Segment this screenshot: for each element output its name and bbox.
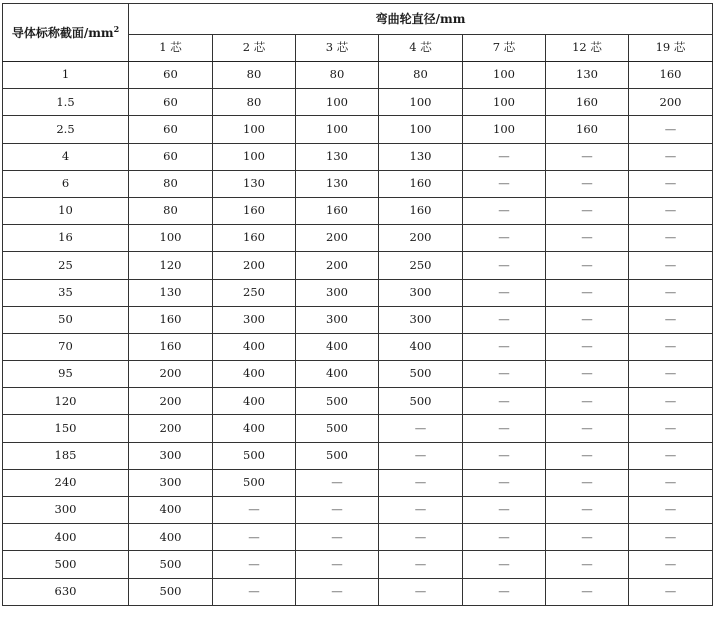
- section-cell: 25: [3, 252, 129, 279]
- diameter-cell: —: [629, 551, 713, 578]
- section-cell: 150: [3, 415, 129, 442]
- diameter-cell: 500: [296, 388, 379, 415]
- diameter-cell: 400: [213, 333, 296, 360]
- core-header-4: 4 芯: [379, 35, 463, 62]
- table-row: [3, 388, 713, 415]
- diameter-cell: 80: [213, 89, 296, 116]
- diameter-cell: 80: [129, 170, 213, 197]
- diameter-cell: —: [629, 442, 713, 469]
- section-cell: 630: [3, 578, 129, 605]
- diameter-cell: 60: [129, 143, 213, 170]
- table-row: [3, 279, 713, 306]
- section-cell: 16: [3, 225, 129, 252]
- diameter-cell: 500: [379, 388, 463, 415]
- section-cell: 6: [3, 170, 129, 197]
- diameter-cell: 100: [379, 89, 463, 116]
- diameter-cell: —: [546, 197, 629, 224]
- core-header-6: 12 芯: [546, 35, 629, 62]
- diameter-cell: —: [546, 333, 629, 360]
- table-row: [3, 497, 713, 524]
- table-row: [3, 225, 713, 252]
- diameter-cell: 300: [296, 306, 379, 333]
- section-cell: 300: [3, 497, 129, 524]
- diameter-cell: 200: [129, 415, 213, 442]
- core-header-5: 7 芯: [463, 35, 546, 62]
- diameter-cell: —: [629, 279, 713, 306]
- table-row: [3, 62, 713, 89]
- diameter-cell: 500: [129, 551, 213, 578]
- section-cell: 10: [3, 197, 129, 224]
- diameter-cell: —: [296, 497, 379, 524]
- diameter-cell: —: [629, 252, 713, 279]
- diameter-cell: —: [463, 497, 546, 524]
- table-body: [3, 62, 713, 606]
- diameter-cell: —: [379, 415, 463, 442]
- diameter-cell: —: [629, 306, 713, 333]
- diameter-cell: 300: [379, 279, 463, 306]
- table-row: [3, 170, 713, 197]
- diameter-cell: 160: [379, 197, 463, 224]
- diameter-cell: 400: [213, 415, 296, 442]
- diameter-cell: 160: [296, 197, 379, 224]
- diameter-cell: 160: [629, 62, 713, 89]
- diameter-cell: 500: [296, 415, 379, 442]
- section-cell: 2.5: [3, 116, 129, 143]
- diameter-cell: 160: [129, 306, 213, 333]
- diameter-cell: 500: [213, 469, 296, 496]
- section-cell: 95: [3, 361, 129, 388]
- diameter-cell: —: [546, 415, 629, 442]
- diameter-cell: 500: [213, 442, 296, 469]
- diameter-cell: —: [463, 252, 546, 279]
- table-row: [3, 252, 713, 279]
- diameter-cell: 200: [129, 361, 213, 388]
- diameter-cell: 400: [129, 497, 213, 524]
- diameter-cell: 100: [463, 62, 546, 89]
- diameter-cell: 300: [129, 442, 213, 469]
- diameter-cell: —: [629, 170, 713, 197]
- diameter-cell: —: [213, 497, 296, 524]
- diameter-cell: —: [629, 415, 713, 442]
- diameter-cell: —: [296, 469, 379, 496]
- diameter-cell: 80: [379, 62, 463, 89]
- section-cell: 4: [3, 143, 129, 170]
- diameter-cell: —: [379, 578, 463, 605]
- diameter-cell: 130: [379, 143, 463, 170]
- diameter-cell: —: [546, 361, 629, 388]
- diameter-cell: 60: [129, 62, 213, 89]
- diameter-cell: —: [546, 578, 629, 605]
- diameter-cell: —: [296, 524, 379, 551]
- diameter-cell: 500: [296, 442, 379, 469]
- diameter-cell: 300: [129, 469, 213, 496]
- diameter-cell: —: [463, 442, 546, 469]
- diameter-cell: —: [546, 388, 629, 415]
- diameter-cell: —: [546, 143, 629, 170]
- diameter-cell: 400: [296, 333, 379, 360]
- diameter-cell: 100: [296, 116, 379, 143]
- header-row-1: [3, 4, 713, 35]
- table-row: [3, 442, 713, 469]
- table-row: [3, 306, 713, 333]
- diameter-cell: —: [546, 225, 629, 252]
- diameter-cell: 200: [379, 225, 463, 252]
- diameter-cell: 200: [296, 252, 379, 279]
- diameter-cell: —: [463, 415, 546, 442]
- section-header-unit-sup: 2: [113, 23, 120, 34]
- diameter-cell: —: [463, 170, 546, 197]
- core-header-7: 19 芯: [629, 35, 713, 62]
- diameter-cell: —: [463, 551, 546, 578]
- diameter-cell: —: [546, 170, 629, 197]
- diameter-cell: 100: [379, 116, 463, 143]
- diameter-cell: 400: [213, 361, 296, 388]
- diameter-cell: 130: [546, 62, 629, 89]
- diameter-cell: —: [296, 578, 379, 605]
- core-header-1: 1 芯: [129, 35, 213, 62]
- diameter-cell: —: [379, 442, 463, 469]
- section-column-header: [3, 4, 129, 62]
- diameter-cell: —: [629, 361, 713, 388]
- diameter-cell: 400: [296, 361, 379, 388]
- diameter-cell: —: [629, 143, 713, 170]
- diameter-cell: 400: [213, 388, 296, 415]
- diameter-cell: 250: [213, 279, 296, 306]
- diameter-cell: 200: [296, 225, 379, 252]
- diameter-cell: 200: [129, 388, 213, 415]
- diameter-cell: —: [629, 388, 713, 415]
- diameter-cell: —: [546, 306, 629, 333]
- section-cell: 1.5: [3, 89, 129, 116]
- diameter-cell: 160: [213, 197, 296, 224]
- table-row: [3, 551, 713, 578]
- table-row: [3, 415, 713, 442]
- section-cell: 185: [3, 442, 129, 469]
- section-cell: 240: [3, 469, 129, 496]
- table-row: [3, 469, 713, 496]
- diameter-cell: 130: [129, 279, 213, 306]
- diameter-cell: —: [463, 578, 546, 605]
- diameter-cell: —: [546, 497, 629, 524]
- diameter-cell: —: [379, 551, 463, 578]
- table-row: [3, 143, 713, 170]
- section-header-label: 导体标称截面/mm: [11, 25, 114, 40]
- diameter-cell: 130: [296, 170, 379, 197]
- section-cell: 50: [3, 306, 129, 333]
- diameter-cell: 80: [129, 197, 213, 224]
- diameter-cell: 160: [129, 333, 213, 360]
- section-cell: 1: [3, 62, 129, 89]
- diameter-cell: 130: [296, 143, 379, 170]
- diameter-cell: 130: [213, 170, 296, 197]
- diameter-cell: 80: [296, 62, 379, 89]
- table-row: [3, 578, 713, 605]
- diameter-cell: —: [213, 578, 296, 605]
- table-row: [3, 89, 713, 116]
- diameter-cell: —: [463, 306, 546, 333]
- diameter-cell: —: [463, 143, 546, 170]
- table-row: [3, 116, 713, 143]
- table-row: [3, 333, 713, 360]
- diameter-cell: 80: [213, 62, 296, 89]
- table-row: [3, 524, 713, 551]
- diameter-cell: 60: [129, 116, 213, 143]
- diameter-cell: 160: [546, 116, 629, 143]
- table-container: [2, 3, 713, 606]
- diameter-cell: 160: [379, 170, 463, 197]
- diameter-cell: 120: [129, 252, 213, 279]
- diameter-cell: 200: [213, 252, 296, 279]
- diameter-cell: —: [629, 225, 713, 252]
- diameter-cell: —: [629, 578, 713, 605]
- diameter-cell: —: [546, 442, 629, 469]
- diameter-cell: —: [546, 252, 629, 279]
- diameter-cell: —: [379, 497, 463, 524]
- diameter-cell: —: [629, 197, 713, 224]
- diameter-cell: 160: [213, 225, 296, 252]
- diameter-cell: 500: [129, 578, 213, 605]
- diameter-cell: 200: [629, 89, 713, 116]
- diameter-cell: 300: [379, 306, 463, 333]
- diameter-cell: —: [546, 524, 629, 551]
- section-cell: 400: [3, 524, 129, 551]
- diameter-cell: —: [629, 333, 713, 360]
- diameter-cell: —: [463, 333, 546, 360]
- diameter-cell: —: [379, 469, 463, 496]
- section-cell: 35: [3, 279, 129, 306]
- diameter-cell: 300: [213, 306, 296, 333]
- diameter-cell: —: [463, 388, 546, 415]
- diameter-cell: —: [629, 469, 713, 496]
- diameter-cell: 100: [213, 116, 296, 143]
- diameter-cell: —: [546, 469, 629, 496]
- diameter-cell: —: [463, 279, 546, 306]
- diameter-cell: 100: [463, 89, 546, 116]
- diameter-group-header: 弯曲轮直径/mm: [129, 4, 713, 35]
- section-cell: 70: [3, 333, 129, 360]
- diameter-cell: —: [296, 551, 379, 578]
- diameter-cell: —: [629, 497, 713, 524]
- diameter-cell: 250: [379, 252, 463, 279]
- diameter-cell: —: [213, 551, 296, 578]
- diameter-cell: —: [379, 524, 463, 551]
- core-header-2: 2 芯: [213, 35, 296, 62]
- table-row: [3, 361, 713, 388]
- diameter-cell: 400: [379, 333, 463, 360]
- diameter-cell: —: [213, 524, 296, 551]
- diameter-cell: 500: [379, 361, 463, 388]
- diameter-cell: —: [546, 279, 629, 306]
- section-cell: 120: [3, 388, 129, 415]
- diameter-cell: 400: [129, 524, 213, 551]
- diameter-cell: —: [629, 116, 713, 143]
- diameter-cell: 60: [129, 89, 213, 116]
- diameter-cell: —: [629, 524, 713, 551]
- core-header-3: 3 芯: [296, 35, 379, 62]
- diameter-cell: —: [546, 551, 629, 578]
- diameter-cell: —: [463, 469, 546, 496]
- section-cell: 500: [3, 551, 129, 578]
- diameter-cell: 100: [129, 225, 213, 252]
- diameter-cell: 160: [546, 89, 629, 116]
- diameter-cell: 100: [296, 89, 379, 116]
- diameter-cell: 100: [213, 143, 296, 170]
- bending-wheel-diameter-table: [2, 3, 713, 606]
- diameter-cell: —: [463, 361, 546, 388]
- diameter-cell: —: [463, 524, 546, 551]
- diameter-cell: —: [463, 197, 546, 224]
- diameter-cell: 100: [463, 116, 546, 143]
- table-row: [3, 197, 713, 224]
- diameter-cell: 300: [296, 279, 379, 306]
- diameter-cell: —: [463, 225, 546, 252]
